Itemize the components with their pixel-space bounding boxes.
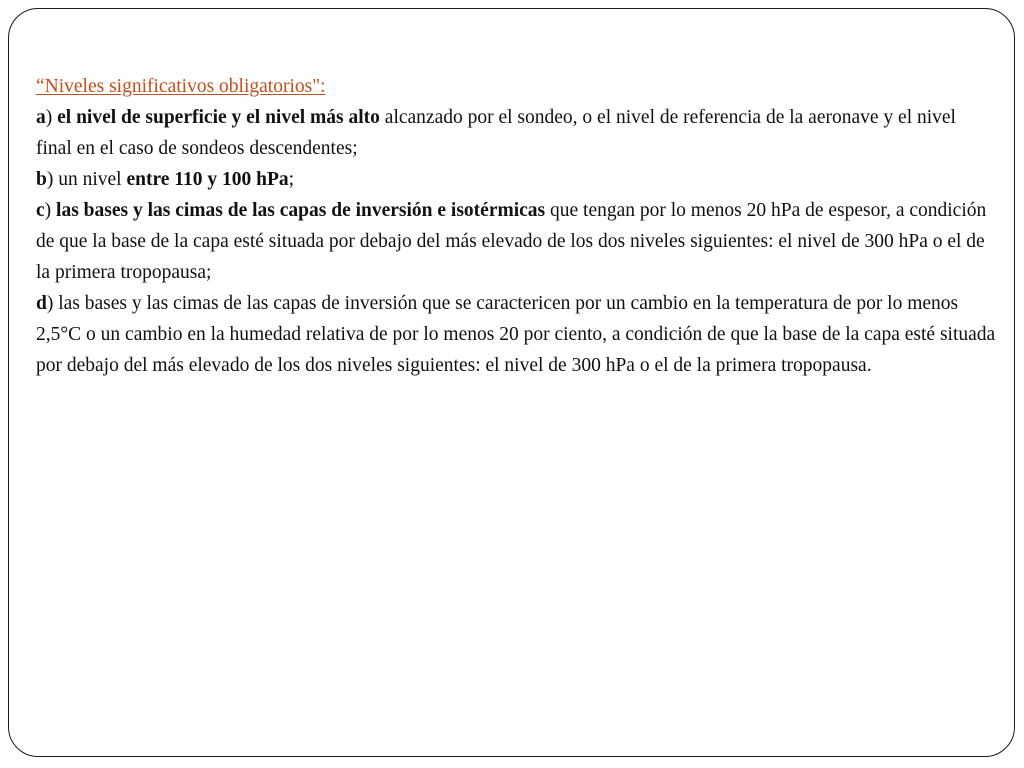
item-b-text: ;	[288, 169, 295, 190]
item-a-letter: a	[36, 107, 46, 128]
item-b-close: )	[46, 169, 54, 190]
item-c-text: que tengan por lo menos 20 hPa de espesor, a condición de que la base de la capa esté situada por debajo del más elevado de los dos niveles siguientes: el nivel de 300 hPa o el de la primera tropopausa;	[36, 200, 987, 283]
item-d-close: )	[46, 293, 54, 314]
slide-frame	[8, 8, 1015, 757]
item-b-letter: b	[36, 169, 47, 190]
item-b	[36, 164, 996, 195]
item-b-pre: un nivel	[53, 169, 127, 190]
item-d-text: las bases y las cimas de las capas de inversión que se caractericen por un cambio en la temperatura de por lo menos 2,5°C o un cambio en la humedad relativa de por lo menos 20 por ciento, a condición de que la base de la capa esté situada por debajo del más elevado de los dos niveles siguientes: el nivel de 300 hPa o el de la primera tropopausa.	[36, 293, 996, 376]
item-a	[36, 102, 996, 164]
item-a-close: )	[45, 107, 53, 128]
item-a-bold: el nivel de superficie y el nivel más alto	[57, 107, 380, 128]
slide-heading: “Niveles significativos obligatorios":	[36, 76, 326, 97]
item-d-letter: d	[36, 293, 47, 314]
item-c-bold: las bases y las cimas de las capas de inversión e isotérmicas	[56, 200, 546, 221]
item-c-close: )	[44, 200, 52, 221]
slide-content	[36, 71, 996, 381]
heading-paragraph	[36, 71, 996, 102]
item-c	[36, 195, 996, 288]
item-b-bold: entre 110 y 100 hPa	[126, 169, 289, 190]
item-a-text: alcanzado por el sondeo, o el nivel de referencia de la aeronave y el nivel final en el caso de sondeos descendentes;	[36, 107, 956, 159]
item-c-letter: c	[36, 200, 45, 221]
item-d	[36, 288, 996, 381]
